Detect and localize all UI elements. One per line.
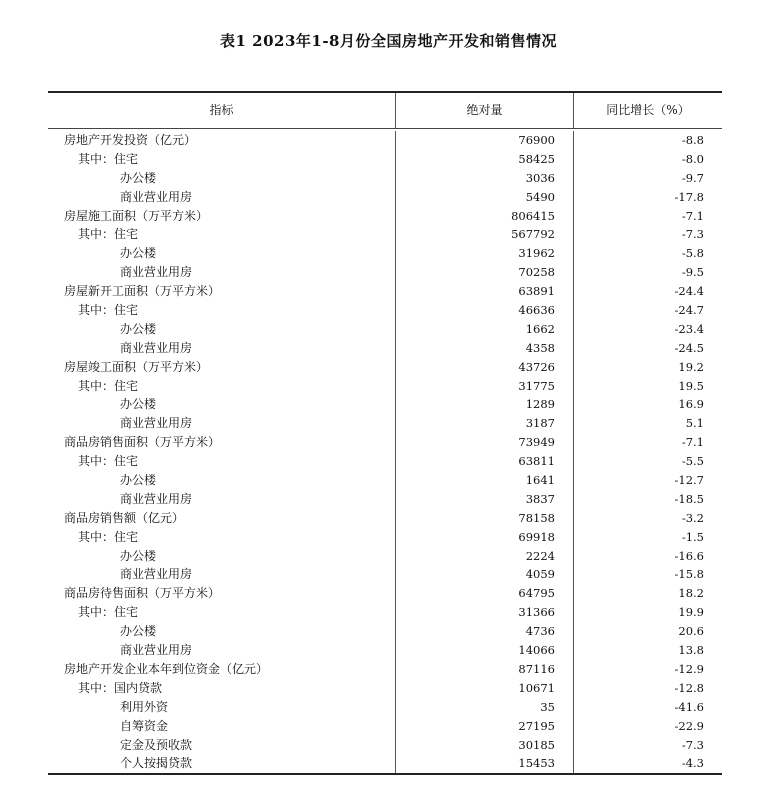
header-absolute-value: 绝对量 xyxy=(396,93,574,128)
data-table xyxy=(48,91,722,775)
table-row xyxy=(48,207,722,226)
row-value: 5490 xyxy=(396,188,574,207)
row-growth: -23.4 xyxy=(674,321,704,336)
row-growth: 16.9 xyxy=(678,397,704,412)
row-value: 76900 xyxy=(396,131,574,150)
table-row xyxy=(48,565,722,584)
row-growth: 13.8 xyxy=(678,643,704,658)
row-value: 1662 xyxy=(396,320,574,339)
row-label: 商业营业用房 xyxy=(48,414,396,433)
row-value: 1289 xyxy=(396,395,574,414)
row-growth: -7.1 xyxy=(681,208,704,223)
row-label: 其中：住宅 xyxy=(48,150,396,169)
row-growth: -15.8 xyxy=(674,567,704,582)
table-row xyxy=(48,717,722,736)
table-row xyxy=(48,736,722,755)
row-value: 46636 xyxy=(396,301,574,320)
row-label: 商业营业用房 xyxy=(48,339,396,358)
table-row xyxy=(48,679,722,698)
row-label: 其中：住宅 xyxy=(48,528,396,547)
row-growth: -18.5 xyxy=(674,491,704,506)
table-row xyxy=(48,547,722,566)
row-growth: -12.8 xyxy=(674,680,704,695)
row-growth: -7.3 xyxy=(681,737,704,752)
row-value: 4358 xyxy=(396,339,574,358)
row-growth: -24.4 xyxy=(674,284,704,299)
table-row xyxy=(48,622,722,641)
row-growth: -24.5 xyxy=(674,340,704,355)
row-label: 办公楼 xyxy=(48,547,396,566)
header-yoy-growth: 同比增长（%） xyxy=(606,103,690,117)
row-value: 35 xyxy=(396,698,574,717)
row-label: 商业营业用房 xyxy=(48,490,396,509)
table-row xyxy=(48,188,722,207)
row-growth: -16.6 xyxy=(674,548,704,563)
row-label: 房屋竣工面积（万平方米） xyxy=(48,358,396,377)
table-row xyxy=(48,584,722,603)
row-value: 64795 xyxy=(396,584,574,603)
row-growth: 5.1 xyxy=(685,416,704,431)
table-row xyxy=(48,358,722,377)
row-value: 63811 xyxy=(396,452,574,471)
row-growth: -9.5 xyxy=(681,265,704,280)
row-value: 567792 xyxy=(396,225,574,244)
row-growth: -7.3 xyxy=(681,227,704,242)
row-value: 3837 xyxy=(396,490,574,509)
row-value: 4736 xyxy=(396,622,574,641)
row-value: 1641 xyxy=(396,471,574,490)
row-growth: 19.5 xyxy=(678,378,704,393)
row-value: 2224 xyxy=(396,547,574,566)
row-value: 15453 xyxy=(396,754,574,773)
row-label: 房屋施工面积（万平方米） xyxy=(48,207,396,226)
row-value: 87116 xyxy=(396,660,574,679)
row-value: 73949 xyxy=(396,433,574,452)
row-label: 房屋新开工面积（万平方米） xyxy=(48,282,396,301)
row-value: 3187 xyxy=(396,414,574,433)
row-value: 43726 xyxy=(396,358,574,377)
row-value: 31775 xyxy=(396,377,574,396)
table-row xyxy=(48,452,722,471)
table-row xyxy=(48,490,722,509)
row-label: 商品房待售面积（万平方米） xyxy=(48,584,396,603)
row-value: 3036 xyxy=(396,169,574,188)
table-row xyxy=(48,698,722,717)
row-value: 70258 xyxy=(396,263,574,282)
row-value: 58425 xyxy=(396,150,574,169)
table-row xyxy=(48,169,722,188)
row-growth: -9.7 xyxy=(681,170,704,185)
table-row xyxy=(48,131,722,150)
row-value: 14066 xyxy=(396,641,574,660)
table-row xyxy=(48,660,722,679)
row-label: 商业营业用房 xyxy=(48,188,396,207)
row-label: 办公楼 xyxy=(48,622,396,641)
table-row xyxy=(48,641,722,660)
row-label: 商品房销售额（亿元） xyxy=(48,509,396,528)
row-label: 其中：住宅 xyxy=(48,225,396,244)
row-growth: -5.8 xyxy=(681,246,704,261)
row-label: 商业营业用房 xyxy=(48,565,396,584)
row-label: 商业营业用房 xyxy=(48,641,396,660)
row-growth: 19.2 xyxy=(678,359,704,374)
table-row xyxy=(48,301,722,320)
row-value: 806415 xyxy=(396,207,574,226)
row-label: 个人按揭贷款 xyxy=(48,754,396,773)
row-label: 商业营业用房 xyxy=(48,263,396,282)
table-row xyxy=(48,244,722,263)
header-indicator: 指标 xyxy=(48,93,396,128)
row-value: 10671 xyxy=(396,679,574,698)
row-label: 商品房销售面积（万平方米） xyxy=(48,433,396,452)
row-growth: -41.6 xyxy=(674,699,704,714)
row-growth: -4.3 xyxy=(681,756,704,771)
row-growth: -17.8 xyxy=(674,189,704,204)
row-growth: -5.5 xyxy=(681,454,704,469)
row-value: 27195 xyxy=(396,717,574,736)
row-label: 自筹资金 xyxy=(48,717,396,736)
row-growth: -8.0 xyxy=(681,151,704,166)
row-growth: -1.5 xyxy=(681,529,704,544)
row-value: 31962 xyxy=(396,244,574,263)
table-row xyxy=(48,320,722,339)
row-label: 房地产开发企业本年到位资金（亿元） xyxy=(48,660,396,679)
table-header xyxy=(48,91,722,129)
row-growth: -12.9 xyxy=(674,661,704,676)
row-label: 其中：住宅 xyxy=(48,603,396,622)
table-row xyxy=(48,377,722,396)
row-label: 其中：住宅 xyxy=(48,301,396,320)
row-label: 房地产开发投资（亿元） xyxy=(48,131,396,150)
row-growth: -7.1 xyxy=(681,435,704,450)
table-row xyxy=(48,395,722,414)
table-row xyxy=(48,528,722,547)
row-label: 其中：住宅 xyxy=(48,377,396,396)
row-growth: -8.8 xyxy=(681,133,704,147)
row-growth: -22.9 xyxy=(674,718,704,733)
row-value: 31366 xyxy=(396,603,574,622)
row-growth: -3.2 xyxy=(681,510,704,525)
row-label: 办公楼 xyxy=(48,395,396,414)
row-value: 30185 xyxy=(396,736,574,755)
table-row xyxy=(48,754,722,773)
table-row xyxy=(48,225,722,244)
table-row xyxy=(48,282,722,301)
table-row xyxy=(48,471,722,490)
table-row xyxy=(48,150,722,169)
row-growth: -24.7 xyxy=(674,303,704,318)
row-growth: 19.9 xyxy=(678,605,704,620)
table-body xyxy=(48,129,722,775)
table-row xyxy=(48,509,722,528)
row-label: 办公楼 xyxy=(48,244,396,263)
row-growth: 18.2 xyxy=(678,586,704,601)
row-label: 办公楼 xyxy=(48,169,396,188)
table-title: 表1 2023年1-8月份全国房地产开发和销售情况 xyxy=(219,32,557,50)
row-value: 4059 xyxy=(396,565,574,584)
row-value: 63891 xyxy=(396,282,574,301)
row-value: 69918 xyxy=(396,528,574,547)
row-label: 办公楼 xyxy=(48,471,396,490)
row-label: 定金及预收款 xyxy=(48,736,396,755)
row-label: 办公楼 xyxy=(48,320,396,339)
table-row xyxy=(48,414,722,433)
table-row xyxy=(48,433,722,452)
row-growth: -12.7 xyxy=(674,473,704,488)
table-row xyxy=(48,603,722,622)
row-label: 利用外资 xyxy=(48,698,396,717)
row-growth: 20.6 xyxy=(678,624,704,639)
row-label: 其中：住宅 xyxy=(48,452,396,471)
row-label: 其中：国内贷款 xyxy=(48,679,396,698)
row-value: 78158 xyxy=(396,509,574,528)
table-row xyxy=(48,263,722,282)
table-row xyxy=(48,339,722,358)
